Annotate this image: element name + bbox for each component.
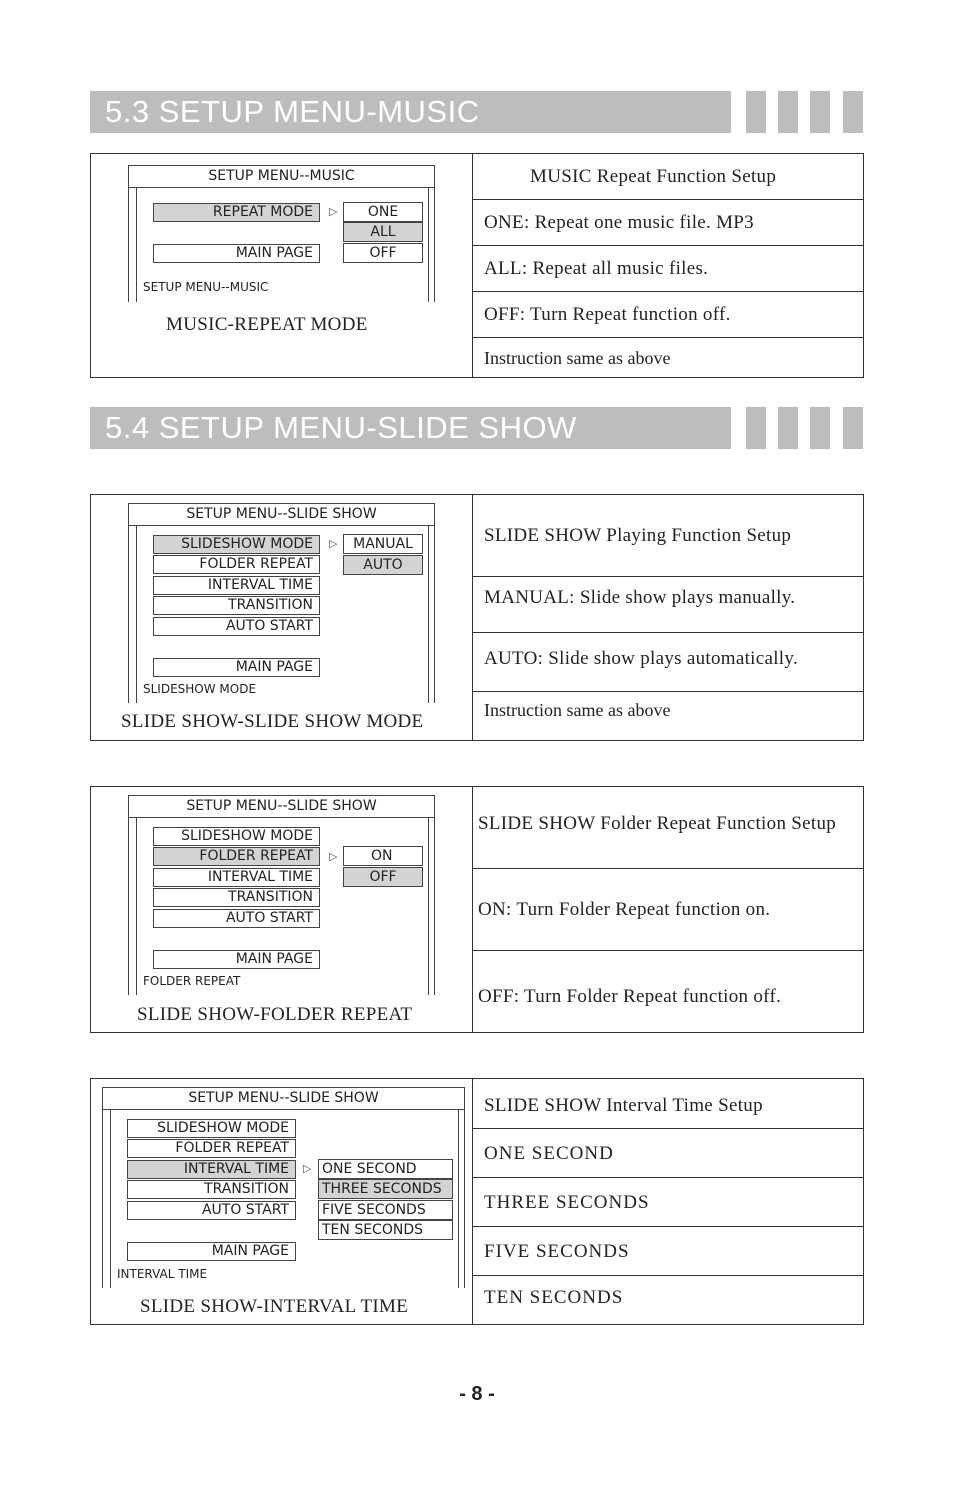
menu-item-transition[interactable]: TRANSITION bbox=[153, 888, 320, 907]
screen-title: SETUP MENU--SLIDE SHOW bbox=[129, 796, 434, 818]
arrow-right-icon: ▷ bbox=[303, 1162, 312, 1175]
arrow-right-icon: ▷ bbox=[329, 850, 338, 863]
banner-block bbox=[778, 91, 798, 133]
screen-edge bbox=[136, 188, 137, 302]
menu-item-auto-start[interactable]: AUTO START bbox=[153, 617, 320, 636]
option-one[interactable]: ONE bbox=[343, 202, 423, 222]
music-repeat-section bbox=[90, 153, 864, 378]
description-row: AUTO: Slide show plays automatically. bbox=[473, 633, 863, 692]
menu-item-folder-repeat[interactable]: FOLDER REPEAT bbox=[153, 847, 320, 866]
screen-title: SETUP MENU--SLIDE SHOW bbox=[103, 1088, 464, 1110]
menu-item-main-page[interactable]: MAIN PAGE bbox=[127, 1242, 296, 1261]
screen-status: SLIDESHOW MODE bbox=[143, 682, 257, 696]
menu-item-auto-start[interactable]: AUTO START bbox=[153, 909, 320, 928]
description-row: ALL: Repeat all music files. bbox=[473, 246, 863, 292]
banner-block bbox=[746, 407, 766, 449]
slideshow-mode-section bbox=[90, 494, 864, 741]
section-5-3-banner bbox=[90, 91, 863, 133]
menu-item-interval-time[interactable]: INTERVAL TIME bbox=[153, 576, 320, 595]
arrow-right-icon: ▷ bbox=[329, 537, 338, 550]
option-all[interactable]: ALL bbox=[343, 222, 423, 242]
option-off[interactable]: OFF bbox=[343, 243, 423, 263]
screen-edge bbox=[110, 1110, 111, 1288]
screen-status: INTERVAL TIME bbox=[117, 1267, 208, 1281]
description-row: ONE SECOND bbox=[473, 1129, 863, 1178]
screen-title: SETUP MENU--SLIDE SHOW bbox=[129, 504, 434, 526]
slideshow-mode-description-table bbox=[473, 495, 863, 740]
screen-status: SETUP MENU--MUSIC bbox=[143, 280, 269, 294]
screen-status: FOLDER REPEAT bbox=[143, 974, 241, 988]
description-row: SLIDE SHOW Folder Repeat Function Setup bbox=[473, 787, 863, 869]
menu-item-slideshow-mode[interactable]: SLIDESHOW MODE bbox=[153, 827, 320, 846]
arrow-right-icon: ▷ bbox=[329, 205, 338, 218]
option-off[interactable]: OFF bbox=[343, 867, 423, 887]
option-on[interactable]: ON bbox=[343, 846, 423, 866]
folder-repeat-section bbox=[90, 786, 864, 1033]
screen-edge bbox=[428, 188, 429, 302]
menu-item-folder-repeat[interactable]: FOLDER REPEAT bbox=[127, 1139, 296, 1158]
menu-item-interval-time[interactable]: INTERVAL TIME bbox=[153, 868, 320, 887]
menu-item-main-page[interactable]: MAIN PAGE bbox=[153, 658, 320, 677]
screen-edge bbox=[428, 526, 429, 703]
banner-block bbox=[778, 407, 798, 449]
option-ten-seconds[interactable]: TEN SECONDS bbox=[318, 1220, 453, 1240]
menu-item-interval-time[interactable]: INTERVAL TIME bbox=[127, 1160, 296, 1179]
page-number: - 8 - bbox=[459, 1383, 495, 1405]
description-row: Instruction same as above bbox=[484, 348, 671, 368]
screen-edge bbox=[428, 818, 429, 995]
option-manual[interactable]: MANUAL bbox=[343, 534, 423, 554]
option-one-second[interactable]: ONE SECOND bbox=[318, 1159, 453, 1179]
description-row: ONE: Repeat one music file. MP3 bbox=[473, 200, 863, 246]
description-row: MUSIC Repeat Function Setup bbox=[473, 154, 863, 200]
option-auto[interactable]: AUTO bbox=[343, 555, 423, 575]
menu-item-repeat-mode[interactable]: REPEAT MODE bbox=[153, 203, 320, 222]
interval-time-section bbox=[90, 1078, 864, 1325]
description-row: OFF: Turn Folder Repeat function off. bbox=[478, 986, 782, 1007]
section-5-4-banner bbox=[90, 407, 863, 449]
description-row: FIVE SECONDS bbox=[473, 1227, 863, 1276]
slideshow-mode-screen-panel bbox=[91, 495, 473, 740]
menu-item-transition[interactable]: TRANSITION bbox=[127, 1180, 296, 1199]
menu-item-folder-repeat[interactable]: FOLDER REPEAT bbox=[153, 555, 320, 574]
menu-item-auto-start[interactable]: AUTO START bbox=[127, 1201, 296, 1220]
screen-caption: SLIDE SHOW-FOLDER REPEAT bbox=[137, 1004, 413, 1025]
menu-item-main-page[interactable]: MAIN PAGE bbox=[153, 244, 320, 263]
banner-block bbox=[746, 91, 766, 133]
screen-title: SETUP MENU--MUSIC bbox=[129, 166, 434, 188]
music-description-table bbox=[473, 154, 863, 377]
banner-title: 5.3 SETUP MENU-MUSIC bbox=[105, 94, 480, 129]
interval-time-screen-panel bbox=[91, 1079, 473, 1324]
option-three-seconds[interactable]: THREE SECONDS bbox=[318, 1179, 453, 1199]
menu-item-slideshow-mode[interactable]: SLIDESHOW MODE bbox=[127, 1119, 296, 1138]
description-row: OFF: Turn Repeat function off. bbox=[473, 292, 863, 338]
banner-block bbox=[810, 407, 830, 449]
description-row: SLIDE SHOW Playing Function Setup bbox=[473, 495, 863, 577]
banner-block bbox=[843, 91, 863, 133]
option-five-seconds[interactable]: FIVE SECONDS bbox=[318, 1200, 453, 1220]
screen-caption: SLIDE SHOW-SLIDE SHOW MODE bbox=[121, 711, 424, 732]
interval-time-description-table bbox=[473, 1079, 863, 1324]
screen-edge bbox=[136, 818, 137, 995]
banner-block bbox=[810, 91, 830, 133]
description-row: THREE SECONDS bbox=[473, 1178, 863, 1227]
folder-repeat-screen-panel bbox=[91, 787, 473, 1032]
description-row: SLIDE SHOW Interval Time Setup bbox=[473, 1079, 863, 1129]
banner-title: 5.4 SETUP MENU-SLIDE SHOW bbox=[105, 410, 577, 445]
screen-caption: MUSIC-REPEAT MODE bbox=[166, 314, 368, 335]
description-row: MANUAL: Slide show plays manually. bbox=[473, 577, 863, 633]
description-row: ON: Turn Folder Repeat function on. bbox=[473, 869, 863, 951]
description-row: Instruction same as above bbox=[484, 700, 671, 720]
screen-edge bbox=[136, 526, 137, 703]
screen-edge bbox=[458, 1110, 459, 1288]
menu-item-slideshow-mode[interactable]: SLIDESHOW MODE bbox=[153, 535, 320, 554]
menu-item-main-page[interactable]: MAIN PAGE bbox=[153, 950, 320, 969]
screen-caption: SLIDE SHOW-INTERVAL TIME bbox=[140, 1296, 409, 1317]
banner-block bbox=[843, 407, 863, 449]
folder-repeat-description-table bbox=[473, 787, 863, 1032]
music-screen-panel bbox=[91, 154, 473, 377]
description-row: TEN SECONDS bbox=[484, 1287, 624, 1308]
menu-item-transition[interactable]: TRANSITION bbox=[153, 596, 320, 615]
